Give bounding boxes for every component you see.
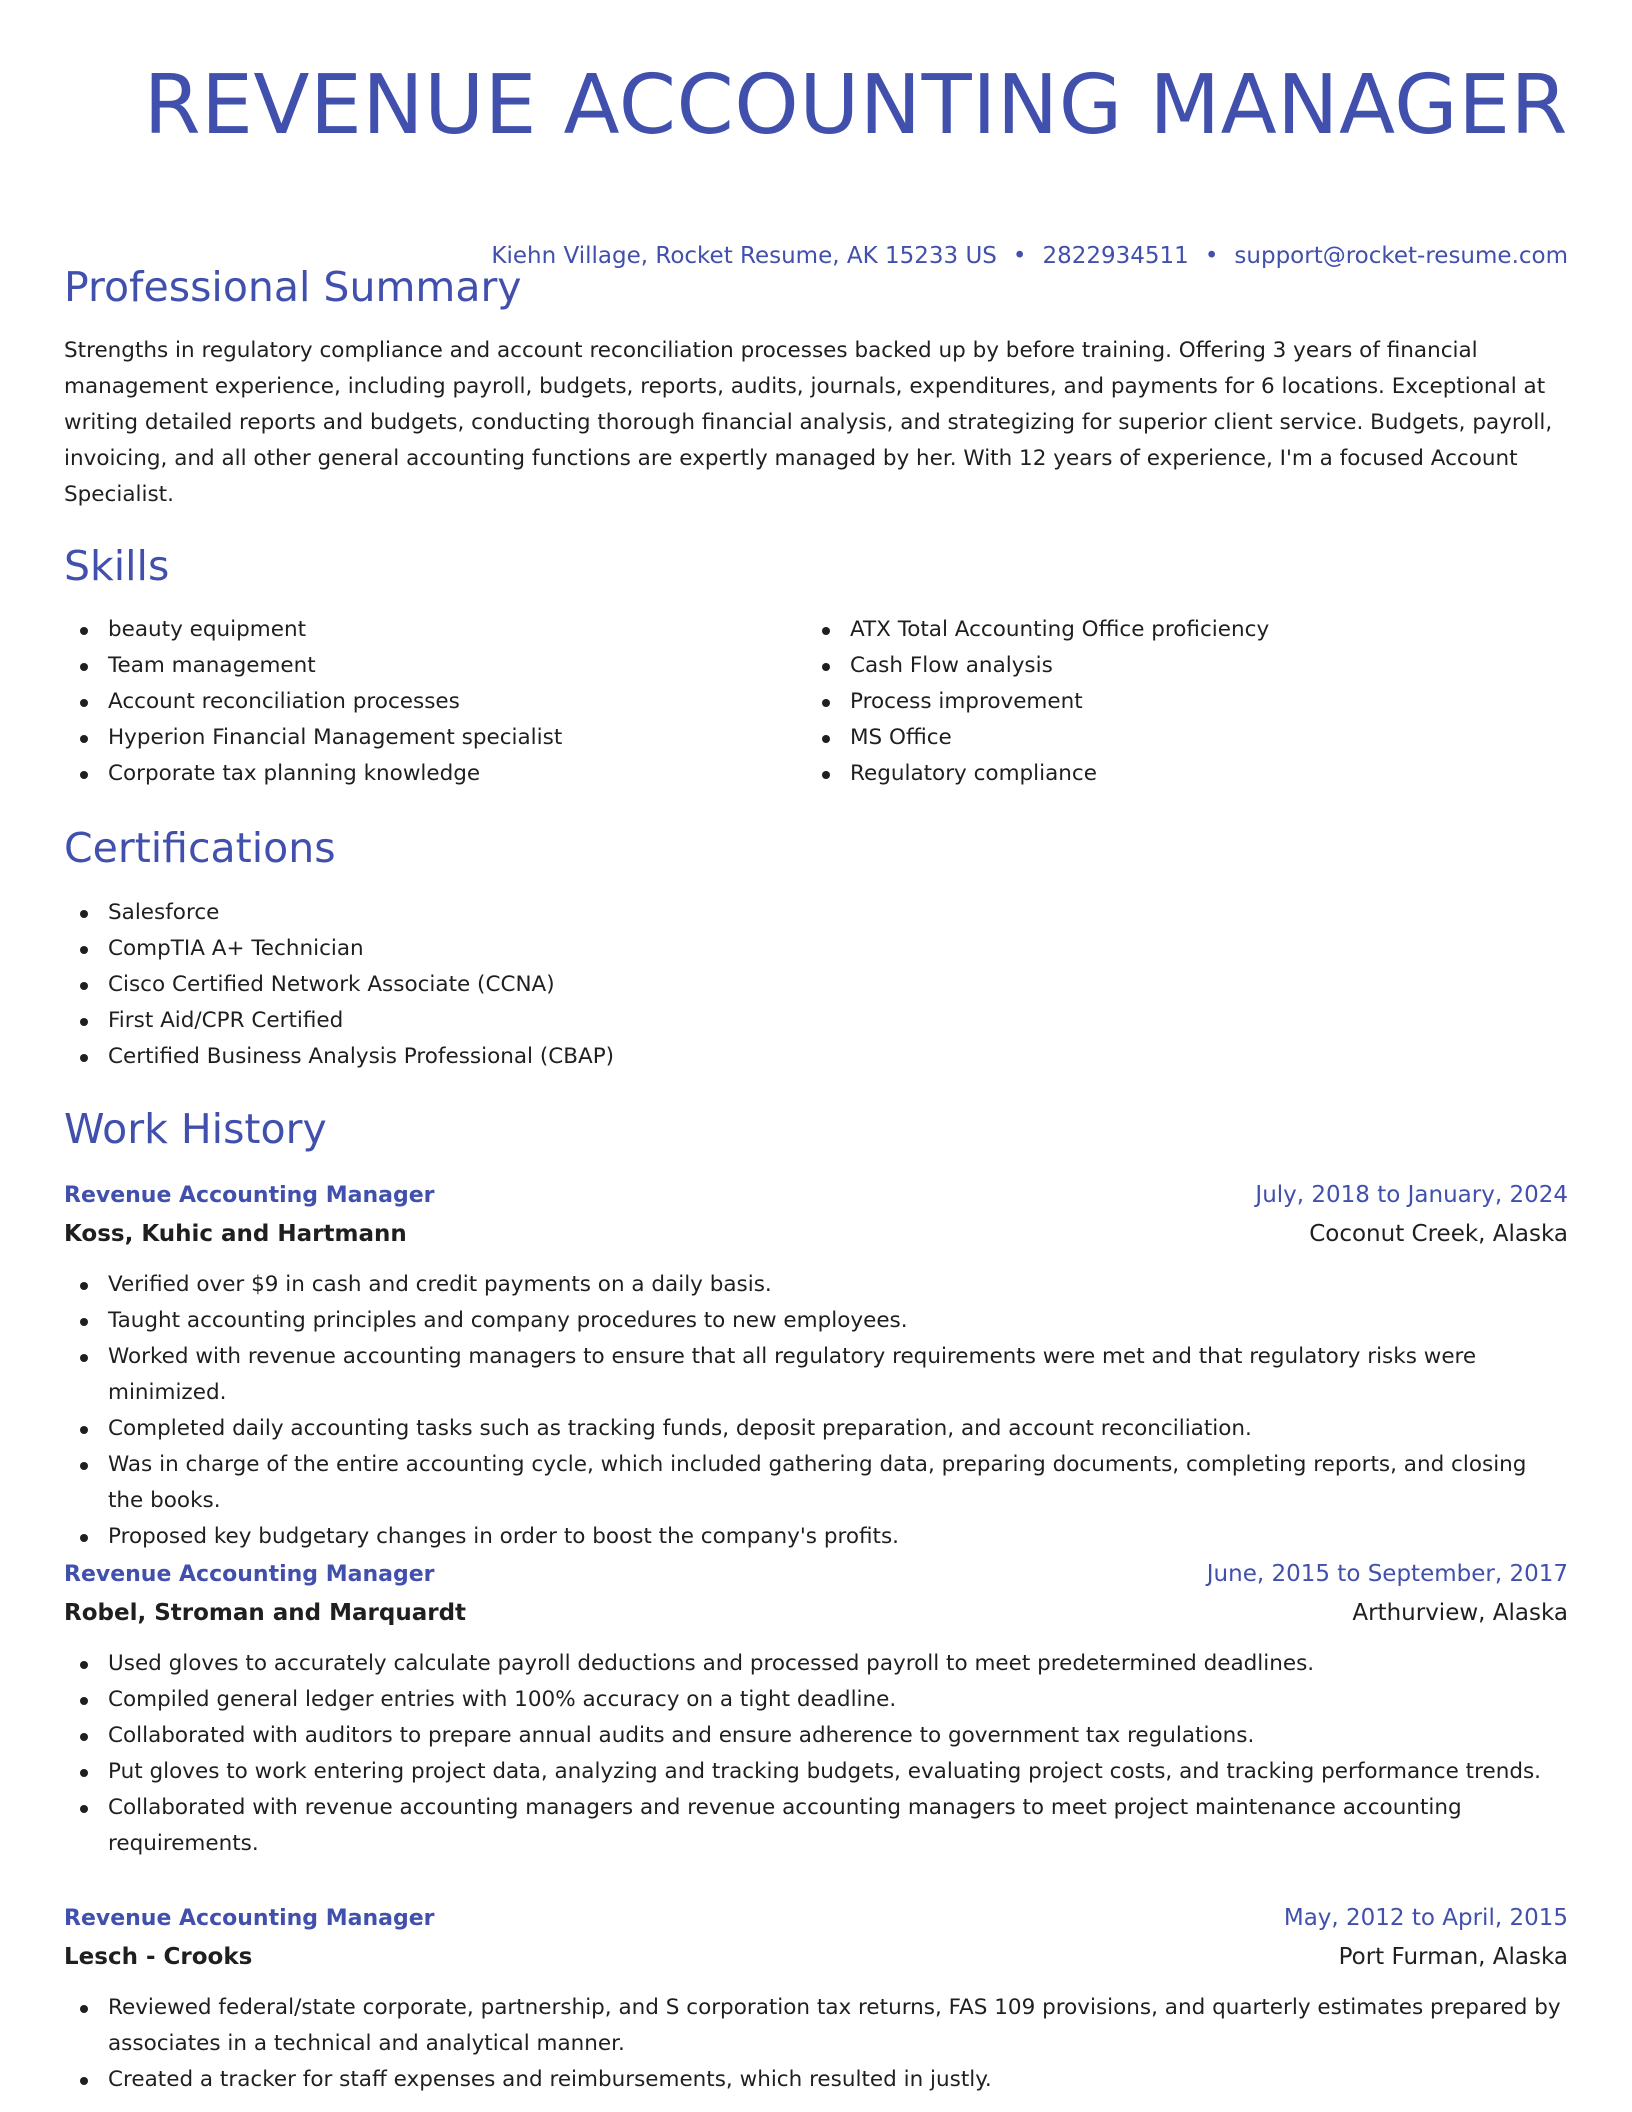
skill-item: Regulatory compliance [806,756,1548,792]
skills-right-list [806,612,1548,792]
job-entry [64,1899,1568,2098]
certification-item: Salesforce [64,895,1568,931]
skill-item: beauty equipment [64,612,806,648]
contact-email: support@rocket-resume.com [1234,243,1568,269]
job-duty-item: Proposed key budgetary changes in order to boost the company's profits. [64,1519,1568,1555]
job-duty-item: Collaborated with auditors to prepare annual audits and ensure adherence to government tax regulations. [64,1718,1568,1754]
skill-item: Hyperion Financial Management specialist [64,720,806,756]
contact-address: Kiehn Village, Rocket Resume, AK 15233 US [491,243,997,269]
job-duty-item: Completed daily accounting tasks such as tracking funds, deposit preparation, and account reconciliation. [64,1411,1568,1447]
contact-line [491,241,1568,271]
job-entry [64,1176,1568,1555]
job-duties-list [64,1990,1568,2098]
certifications-block [64,895,1568,1075]
job-location: Arthurview, Alaska [1352,1600,1568,1626]
job-duties-list [64,1646,1568,1862]
skills-columns [64,612,1568,792]
job-duty-item: Used gloves to accurately calculate payroll deductions and processed payroll to meet predetermined deadlines. [64,1646,1568,1682]
certifications-list [64,895,1568,1075]
job-header-row [64,1176,1568,1215]
skills-left-column [64,612,806,792]
job-title: Revenue Accounting Manager [64,1562,435,1587]
summary-heading: Professional Summary [64,263,522,311]
job-company: Robel, Stroman and Marquardt [64,1600,467,1626]
work-history-heading: Work History [64,1105,327,1153]
job-title: Revenue Accounting Manager [64,1183,435,1208]
summary-text: Strengths in regulatory compliance and account reconciliation processes backed up by before training. Offering 3 years of financial management experience, including payroll, budgets, reports, audits, journals, expenditures, and payments for 6 locations. Exceptional at writing detailed reports and budgets, conducting thorough financial analysis, and strategizing for superior client service. Budgets, payroll, invoicing, and all other general accounting functions are expertly managed by her. With 12 years of experience, I'm a focused Account Specialist. [64,338,1553,507]
contact-separator: • [1012,243,1027,269]
contact-separator: • [1204,243,1219,269]
job-duty-item: Compiled general ledger entries with 100% accuracy on a tight deadline. [64,1682,1568,1718]
skills-left-list [64,612,806,792]
certification-item: First Aid/CPR Certified [64,1003,1568,1039]
job-company-row [64,1938,1568,1976]
resume-page [64,0,1568,2092]
skill-item: Process improvement [806,684,1548,720]
job-duty-item: Reviewed federal/state corporate, partnership, and S corporation tax returns, FAS 109 provisions, and quarterly estimates prepared by associates in a technical and analytical manner. [64,1990,1568,2062]
job-duty-item: Was in charge of the entire accounting cycle, which included gathering data, preparing documents, completing reports, and closing the books. [64,1447,1568,1519]
certification-item: CompTIA A+ Technician [64,931,1568,967]
certification-item: Certified Business Analysis Professional (CBAP) [64,1039,1568,1075]
job-dates: July, 2018 to January, 2024 [1255,1182,1568,1208]
skill-item: Cash Flow analysis [806,648,1548,684]
job-duty-item: Verified over $9 in cash and credit payments on a daily basis. [64,1267,1568,1303]
resume-name-title: REVENUE ACCOUNTING MANAGER [143,58,1568,153]
job-header-row [64,1899,1568,1938]
job-duty-item: Created a tracker for staff expenses and reimbursements, which resulted in justly. [64,2062,1568,2098]
job-company: Lesch - Crooks [64,1944,253,1970]
skill-item: Account reconciliation processes [64,684,806,720]
certification-item: Cisco Certified Network Associate (CCNA) [64,967,1568,1003]
job-title: Revenue Accounting Manager [64,1906,435,1931]
job-duty-item: Worked with revenue accounting managers to ensure that all regulatory requirements were met and that regulatory risks were minimized. [64,1339,1568,1411]
job-location: Port Furman, Alaska [1338,1944,1568,1970]
job-duty-item: Put gloves to work entering project data, analyzing and tracking budgets, evaluating project costs, and tracking performance trends. [64,1754,1568,1790]
skills-right-column [806,612,1548,792]
job-company-row [64,1215,1568,1253]
job-company-row [64,1594,1568,1632]
skill-item: MS Office [806,720,1548,756]
job-duty-item: Taught accounting principles and company procedures to new employees. [64,1303,1568,1339]
skill-item: Team management [64,648,806,684]
skill-item: ATX Total Accounting Office proficiency [806,612,1548,648]
job-dates: May, 2012 to April, 2015 [1283,1905,1568,1931]
job-location: Coconut Creek, Alaska [1309,1221,1568,1247]
certifications-heading: Certifications [64,824,336,872]
job-dates: June, 2015 to September, 2017 [1206,1561,1568,1587]
skills-heading: Skills [64,542,170,590]
job-duty-item: Collaborated with revenue accounting managers and revenue accounting managers to meet project maintenance accounting requirements. [64,1790,1568,1862]
job-header-row [64,1555,1568,1594]
job-company: Koss, Kuhic and Hartmann [64,1221,407,1247]
job-entry [64,1555,1568,1862]
contact-phone: 2822934511 [1042,243,1189,269]
job-duties-list [64,1267,1568,1555]
skill-item: Corporate tax planning knowledge [64,756,806,792]
